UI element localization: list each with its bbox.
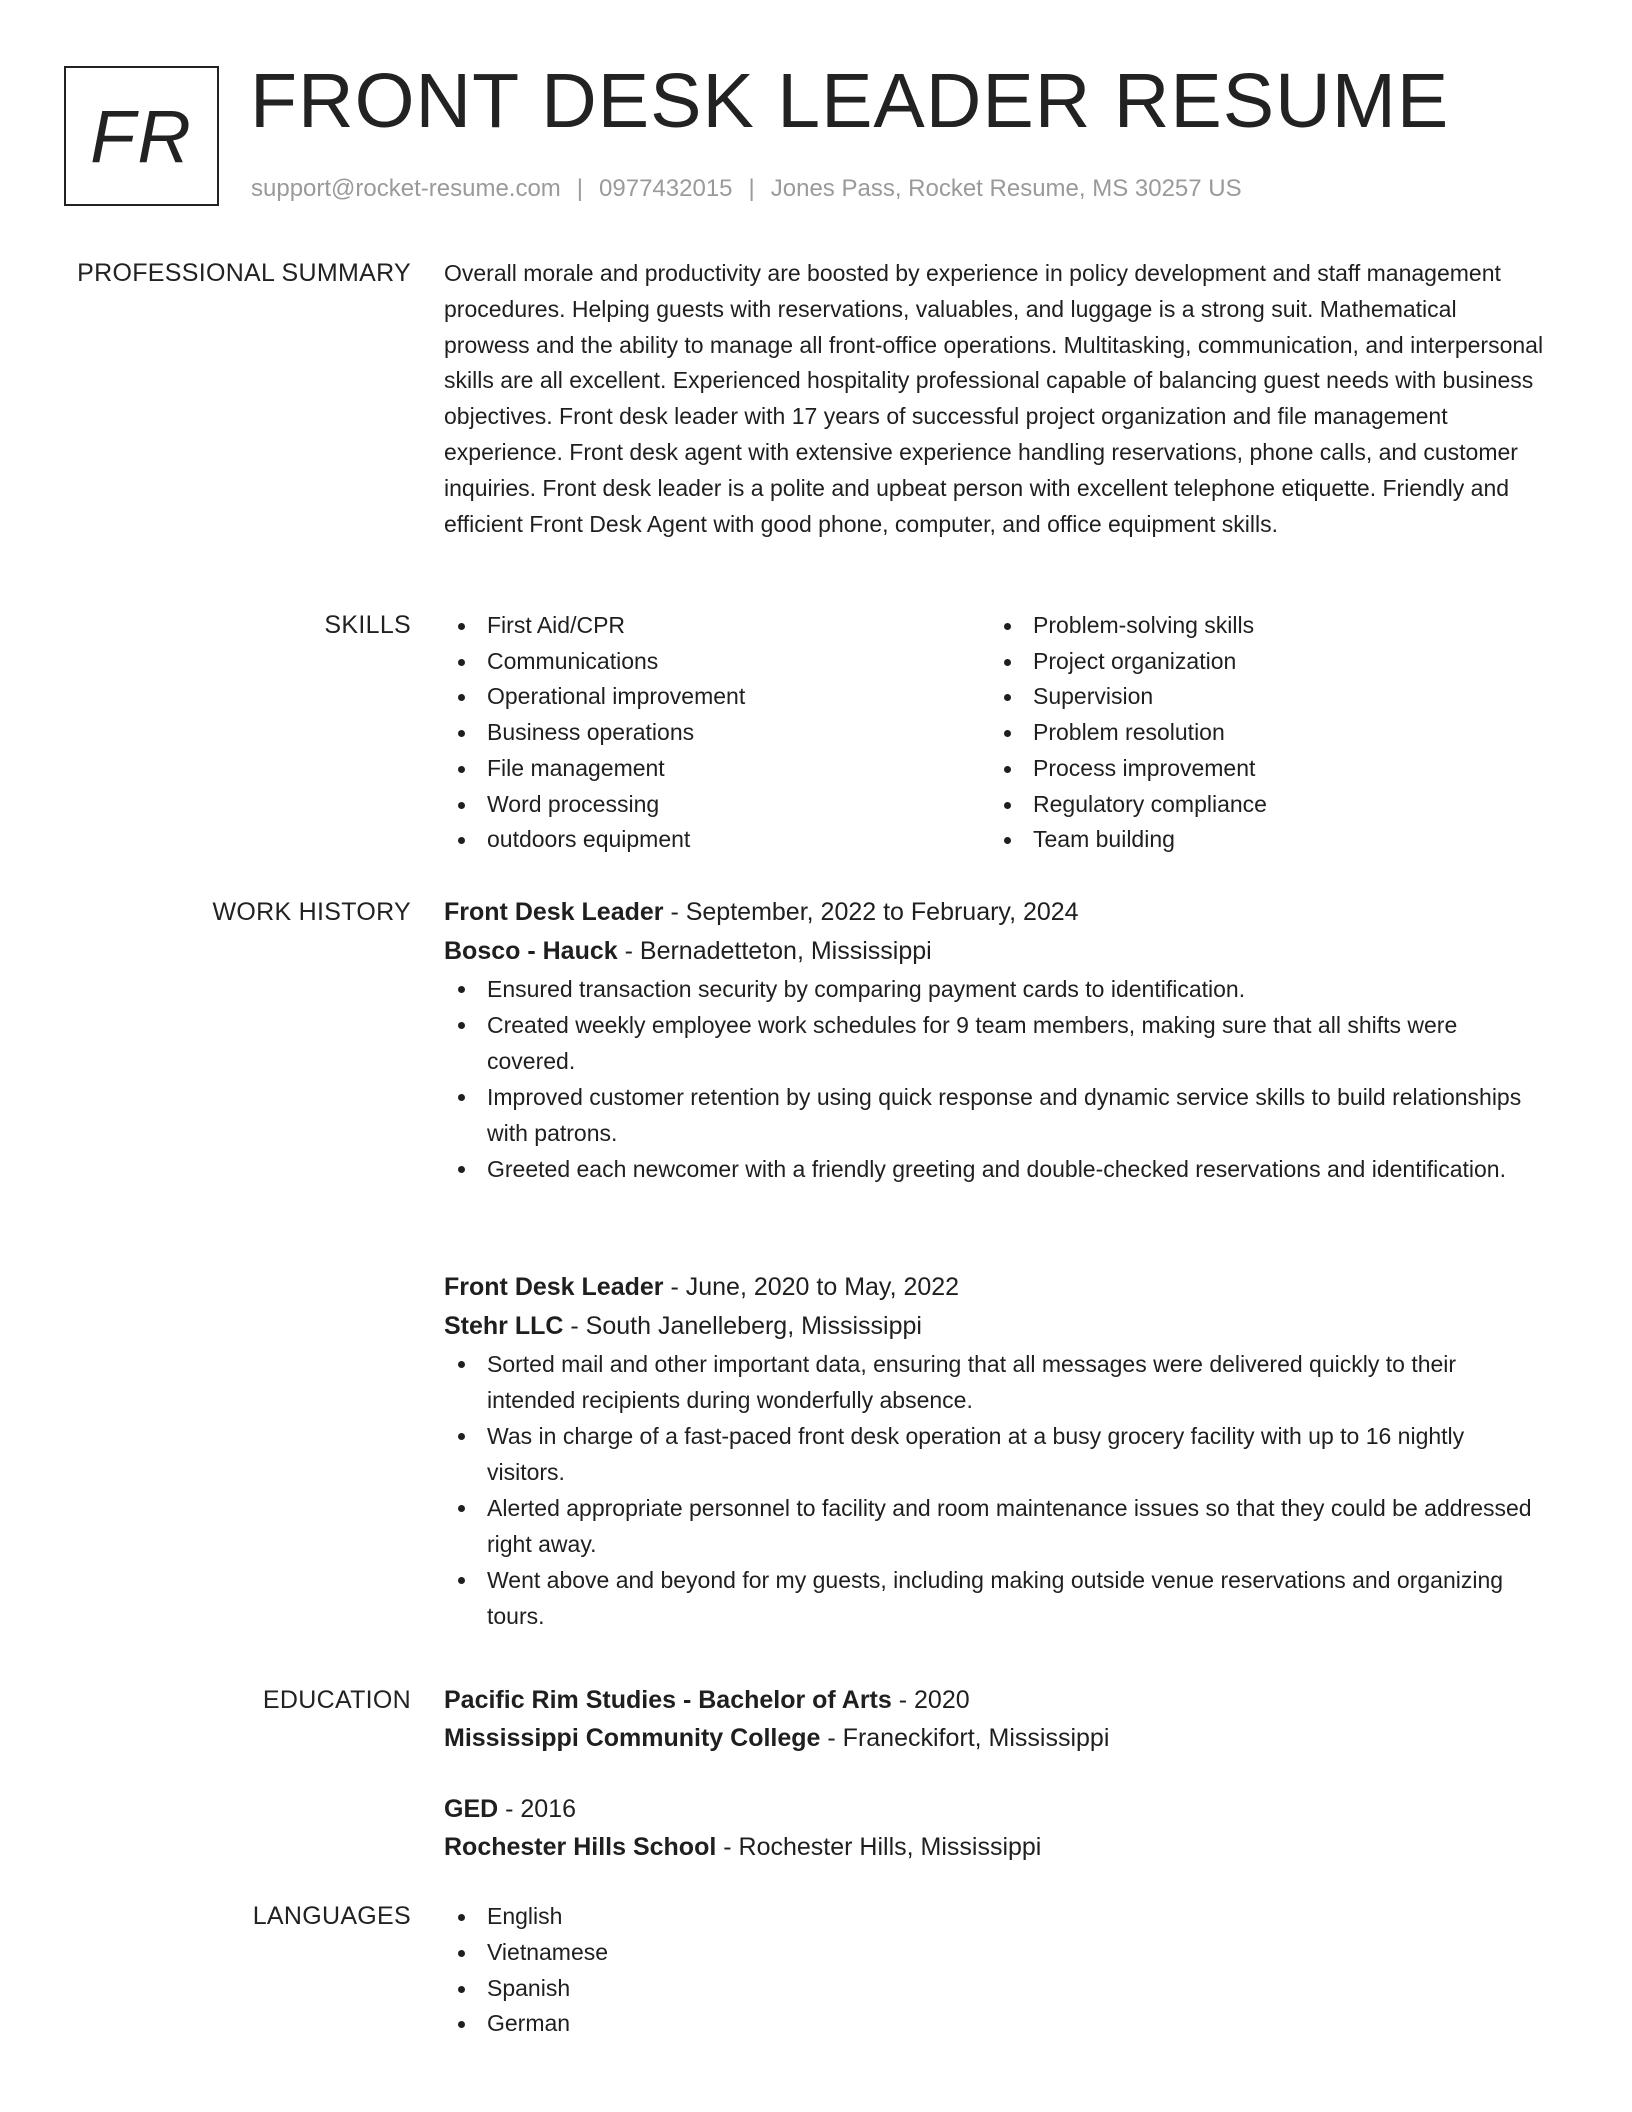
education-school-line (444, 1828, 1544, 1866)
languages-list (444, 1899, 1544, 2042)
contact-separator: | (576, 175, 584, 202)
section-label-education: EDUCATION (262, 1686, 411, 1714)
job-company: Stehr LLC (444, 1312, 564, 1340)
skill-item: First Aid/CPR (444, 608, 990, 644)
education-school: Rochester Hills School (444, 1833, 717, 1861)
job-bullets (444, 1346, 1544, 1634)
education-degree: GED (444, 1795, 499, 1823)
job-bullets (444, 971, 1544, 1187)
section-label-work: WORK HISTORY (212, 898, 411, 926)
job-entry (444, 1268, 1544, 1634)
skill-item: Problem-solving skills (990, 608, 1536, 644)
job-title-line (444, 893, 1544, 932)
job-bullet: Ensured transaction security by comparing payment cards to identification. (444, 971, 1544, 1007)
contact-separator: | (748, 175, 755, 202)
job-bullet: Created weekly employee work schedules for 9 team members, making sure that all shifts were covered. (444, 1007, 1544, 1079)
job-title-line (444, 1268, 1544, 1307)
job-bullet: Improved customer retention by using quick response and dynamic service skills to build relationships with patrons. (444, 1079, 1544, 1151)
skill-item: Business operations (444, 715, 990, 751)
monogram-initials: FR (90, 94, 193, 178)
job-location: - Bernadetteton, Mississippi (617, 937, 932, 965)
job-bullet: Alerted appropriate personnel to facility and room maintenance issues so that they could be addressed right away. (444, 1490, 1544, 1562)
education-degree: Pacific Rim Studies - Bachelor of Arts (444, 1686, 892, 1714)
education-location: - Franeckifort, Mississippi (820, 1724, 1110, 1752)
section-label-skills: SKILLS (324, 611, 411, 639)
job-company: Bosco - Hauck (444, 937, 618, 965)
resume-title: FRONT DESK LEADER RESUME (250, 58, 1450, 144)
job-bullet: Was in charge of a fast-paced front desk operation at a busy grocery facility with up to 16 nightly visitors. (444, 1418, 1544, 1490)
education-school-line (444, 1719, 1544, 1757)
job-bullet: Went above and beyond for my guests, including making outside venue reservations and organizing tours. (444, 1562, 1544, 1634)
monogram-box (64, 66, 219, 206)
skills-list-right (990, 608, 1536, 858)
job-dates: - September, 2022 to February, 2024 (663, 898, 1079, 926)
job-location: - South Janelleberg, Mississippi (563, 1312, 922, 1340)
language-item: Vietnamese (444, 1935, 1544, 1971)
job-bullet: Greeted each newcomer with a friendly greeting and double-checked reservations and identification. (444, 1151, 1544, 1187)
contact-email[interactable]: support@rocket-resume.com (251, 175, 561, 202)
section-label-summary: PROFESSIONAL SUMMARY (77, 259, 411, 287)
skill-item: File management (444, 751, 990, 787)
skills-grid (444, 608, 1544, 858)
skill-item: outdoors equipment (444, 822, 990, 858)
skill-item: Problem resolution (990, 715, 1536, 751)
education-degree-line (444, 1790, 1544, 1828)
education-year: - 2020 (891, 1686, 970, 1714)
skill-item: Communications (444, 644, 990, 680)
summary-section (444, 256, 1544, 542)
summary-text: Overall morale and productivity are boosted by experience in policy development and staff management procedures. Helping guests with reservations, valuables, and luggage is a strong suit. Mathematical prowess and the ability to manage all front-office operations. Multitasking, communication, and interpersonal skills are all excellent. Experienced hospitality professional capable of balancing guest needs with business objectives. Front desk leader with 17 years of successful project organization and file management experience. Front desk agent with extensive experience handling reservations, phone calls, and customer inquiries. Front desk leader is a polite and upbeat person with excellent telephone etiquette. Friendly and efficient Front Desk Agent with good phone, computer, and office equipment skills. (444, 260, 1544, 537)
skills-section (444, 608, 1544, 858)
education-degree-line (444, 1681, 1544, 1719)
job-title: Front Desk Leader (444, 898, 664, 926)
job-company-line (444, 1307, 1544, 1346)
job-entry (444, 893, 1544, 1187)
skill-item: Supervision (990, 679, 1536, 715)
education-school: Mississippi Community College (444, 1724, 821, 1752)
contact-line (251, 172, 1242, 206)
education-entry (444, 1681, 1544, 1757)
skill-item: Regulatory compliance (990, 787, 1536, 823)
skill-item: Word processing (444, 787, 990, 823)
job-dates: - June, 2020 to May, 2022 (663, 1273, 960, 1301)
job-company-line (444, 932, 1544, 971)
skills-list-left (444, 608, 990, 858)
section-label-languages: LANGUAGES (252, 1902, 411, 1930)
language-item: English (444, 1899, 1544, 1935)
skill-item: Project organization (990, 644, 1536, 680)
education-entry (444, 1790, 1544, 1866)
contact-phone[interactable]: 0977432015 (599, 175, 733, 202)
contact-address: Jones Pass, Rocket Resume, MS 30257 US (770, 175, 1242, 202)
language-item: German (444, 2006, 1544, 2042)
job-bullet: Sorted mail and other important data, ensuring that all messages were delivered quickly to their intended recipients during wonderfully absence. (444, 1346, 1544, 1418)
skill-item: Operational improvement (444, 679, 990, 715)
education-year: - 2016 (498, 1795, 577, 1823)
job-title: Front Desk Leader (444, 1273, 664, 1301)
language-item: Spanish (444, 1971, 1544, 2007)
education-location: - Rochester Hills, Mississippi (716, 1833, 1042, 1861)
languages-section (444, 1899, 1544, 2042)
skill-item: Process improvement (990, 751, 1536, 787)
skill-item: Team building (990, 822, 1536, 858)
